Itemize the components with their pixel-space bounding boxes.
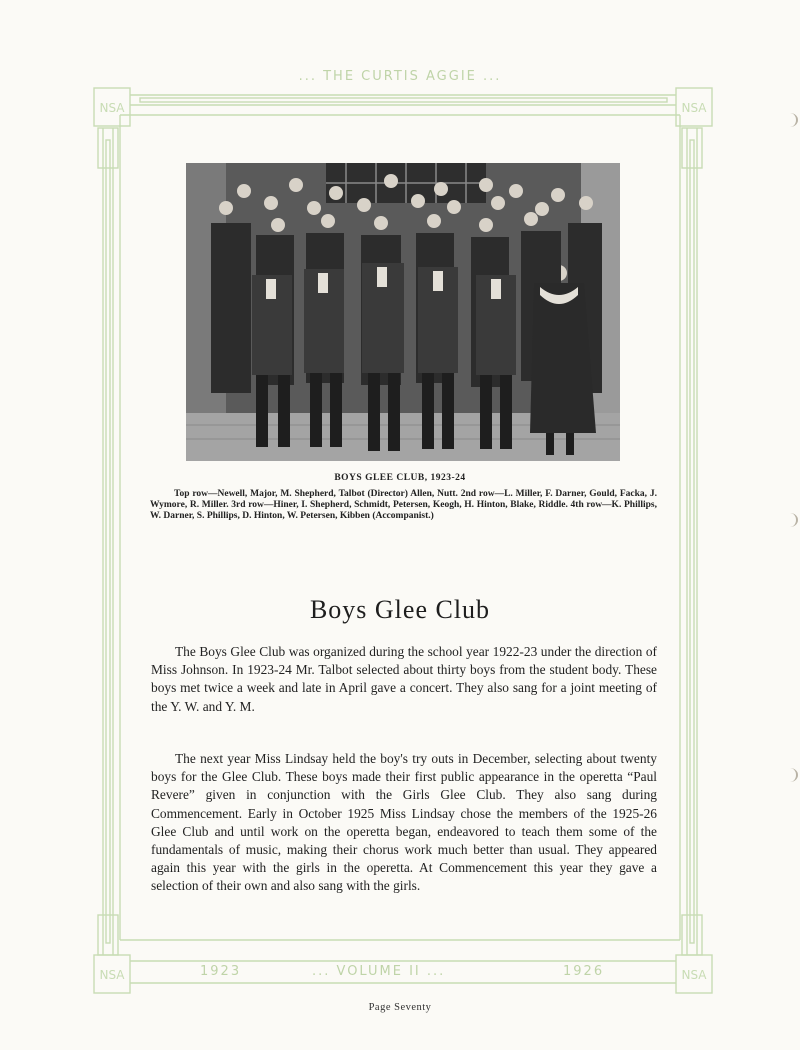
group-photo-illustration — [186, 163, 620, 461]
monogram-top-left: NSA — [99, 101, 125, 115]
binder-hole — [782, 768, 798, 782]
footer-volume: ... VOLUME II ... — [312, 964, 446, 979]
glee-club-photo — [186, 163, 620, 461]
binder-hole — [782, 513, 798, 527]
article-paragraph-2: The next year Miss Lindsay held the boy's try outs in December, selecting about twenty boys for the Glee Club. These boys made their first public appearance in the operetta “Paul Revere” given in conjunction with the Girls Glee Club. They also sang during Commencement. Early in October 1925 Miss Lindsay chose the members of the 1925-26 Glee Club and until work on the operetta began, endeavored to teach them some of the fundamentals of music, making their chorus work much better than usual. They appeared again this year with the girls in the operetta. At Commencement this year they gave a selection of their own and also sang with the girls. — [151, 751, 657, 894]
binder-hole — [782, 113, 798, 127]
article-paragraph-1: The Boys Glee Club was organized during the school year 1922-23 under the direction of Miss Johnson. In 1923-24 Mr. Talbot selected about thirty boys from the student body. These boys met twice a week and late in April gave a concert. They also sang for a joint meeting of the Y. W. and Y. M. — [151, 644, 657, 714]
footer-year-end: 1926 — [563, 964, 605, 979]
monogram-top-right: NSA — [681, 101, 707, 115]
monogram-bottom-right: NSA — [681, 968, 707, 982]
footer-year-start: 1923 — [200, 964, 242, 979]
monogram-bottom-left: NSA — [99, 968, 125, 982]
running-header: ... THE CURTIS AGGIE ... — [298, 69, 502, 84]
photo-caption: BOYS GLEE CLUB, 1923-24 — [334, 473, 466, 483]
article-title: Boys Glee Club — [309, 595, 491, 624]
member-roster: Top row—Newell, Major, M. Shepherd, Talbot (Director) Allen, Nutt. 2nd row—L. Miller, F. Darner, Gould, Facka, J. Wymore, R. Miller. 3rd row—Hiner, I. Shepherd, Schmidt, Petersen, Keogh, H. Hinton, Blake, Riddle. 4th row—K. Phillips, W. Darner, S. Phillips, D. Hinton, W. Petersen, Kibben (Accompanist.) — [150, 489, 657, 521]
page-number: Page Seventy — [368, 1002, 432, 1013]
